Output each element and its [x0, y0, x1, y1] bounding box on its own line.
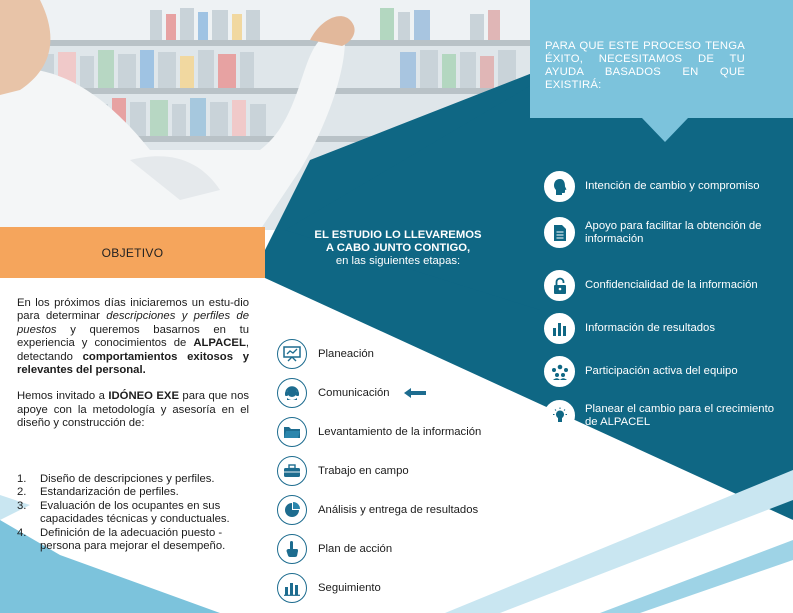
stage-item-planeacion [277, 338, 374, 370]
stage-label: Comunicación [318, 387, 390, 399]
pie-chart-icon [277, 495, 307, 525]
stage-label: Trabajo en campo [318, 465, 409, 477]
requirement-label: Participación activa del equipo [585, 365, 738, 377]
objective-header [0, 227, 265, 278]
padlock-icon [544, 270, 575, 301]
headset-icon [277, 378, 307, 408]
intro-paragraph-1 [17, 297, 249, 377]
intro-paragraph-2 [17, 390, 249, 430]
list-item [17, 500, 252, 527]
requirement-label: Apoyo para facilitar la obtención de información [585, 219, 762, 245]
folder-icon [277, 417, 307, 447]
stage-item-seguimiento [277, 572, 381, 604]
study-heading-line-3: en las siguientes etapas: [335, 255, 461, 268]
objective-title: OBJETIVO [101, 245, 164, 260]
requirement-item-confidencialidad [544, 270, 785, 301]
callout-text: PARA QUE ESTE PROCESO TENGA ÉXITO, NECESITAMOS DE TU AYUDA BASADOS EN QUE EXISTIRÁ: [545, 40, 745, 91]
presentation-board-icon [277, 339, 307, 369]
lightbulb-icon [544, 400, 575, 431]
study-heading-line-1: EL ESTUDIO LO LLEVAREMOS [314, 229, 482, 241]
document-icon [544, 217, 575, 248]
hand-pointer-icon [277, 534, 307, 564]
intro-text [17, 297, 249, 444]
stage-label: Seguimiento [318, 582, 381, 594]
intro-p2-part-a: Hemos invitado a [17, 390, 109, 403]
intro-p1-bold: comportamientos exitosos y relevantes del personal. [17, 350, 249, 377]
stage-item-comunicacion [277, 377, 426, 409]
requirement-item-informacion [544, 313, 785, 344]
requirement-label: Planear el cambio para el crecimiento de ALPACEL [585, 402, 775, 428]
intro-p1-part-c: , detectando [17, 337, 249, 363]
deliverables-list [17, 473, 252, 553]
bar-chart-icon [544, 313, 575, 344]
list-item [17, 473, 252, 486]
stage-item-analisis [277, 494, 478, 526]
stage-item-plan-accion [277, 533, 392, 565]
requirement-label: Confidencialidad de la información [585, 279, 758, 291]
intro-brand-idoneo: IDÓNEO EXE [108, 390, 179, 403]
study-heading [298, 229, 498, 269]
stage-item-levantamiento [277, 416, 481, 448]
list-item-number: 1. [17, 473, 27, 485]
list-item [17, 527, 252, 554]
requirement-label: Información de resultados [585, 322, 715, 334]
head-profile-icon [544, 171, 575, 202]
list-item-text: Diseño de descripciones y perfiles. [40, 473, 215, 485]
stage-item-trabajo-campo [277, 455, 409, 487]
current-stage-arrow-icon [404, 388, 426, 398]
team-icon [544, 356, 575, 387]
list-item-text: Evaluación de los ocupantes en sus capacidades técnicas y conductuales. [40, 499, 230, 526]
stage-label: Planeación [318, 348, 374, 360]
stage-label: Levantamiento de la información [318, 426, 482, 438]
list-item-number: 4. [17, 526, 27, 539]
requirement-item-participacion [544, 356, 785, 387]
intro-p1-part-b: y queremos basarnos en tu experiencia y conocimientos de [17, 323, 249, 350]
intro-brand-alpacel: ALPACEL [193, 337, 246, 350]
stage-label: Plan de acción [318, 543, 393, 555]
requirement-label: Intención de cambio y compromiso [585, 180, 760, 192]
list-item-number: 2. [17, 486, 27, 499]
requirement-item-apoyo [544, 217, 785, 248]
study-heading-line-2: A CABO JUNTO CONTIGO, [325, 242, 471, 255]
intro-p1-italic: descripciones y perfiles de puestos [17, 310, 249, 336]
requirement-item-planear [544, 400, 785, 431]
list-item-text: Definición de la adecuación puesto -persona para mejorar el desempeño. [40, 526, 226, 553]
list-item-text: Estandarización de perfiles. [40, 486, 179, 499]
list-item-number: 3. [17, 499, 27, 512]
bar-chart-icon [277, 573, 307, 603]
briefcase-icon [277, 456, 307, 486]
intro-p1-part-a: En los próximos días iniciaremos un estu-dio para determinar [17, 297, 249, 323]
intro-p2-part-b: para que nos apoye con la metodología y asesoría en el diseño y construcción de: [17, 390, 250, 430]
requirement-item-intencion [544, 171, 785, 202]
stage-label: Análisis y entrega de resultados [318, 504, 479, 516]
list-item [17, 486, 252, 499]
